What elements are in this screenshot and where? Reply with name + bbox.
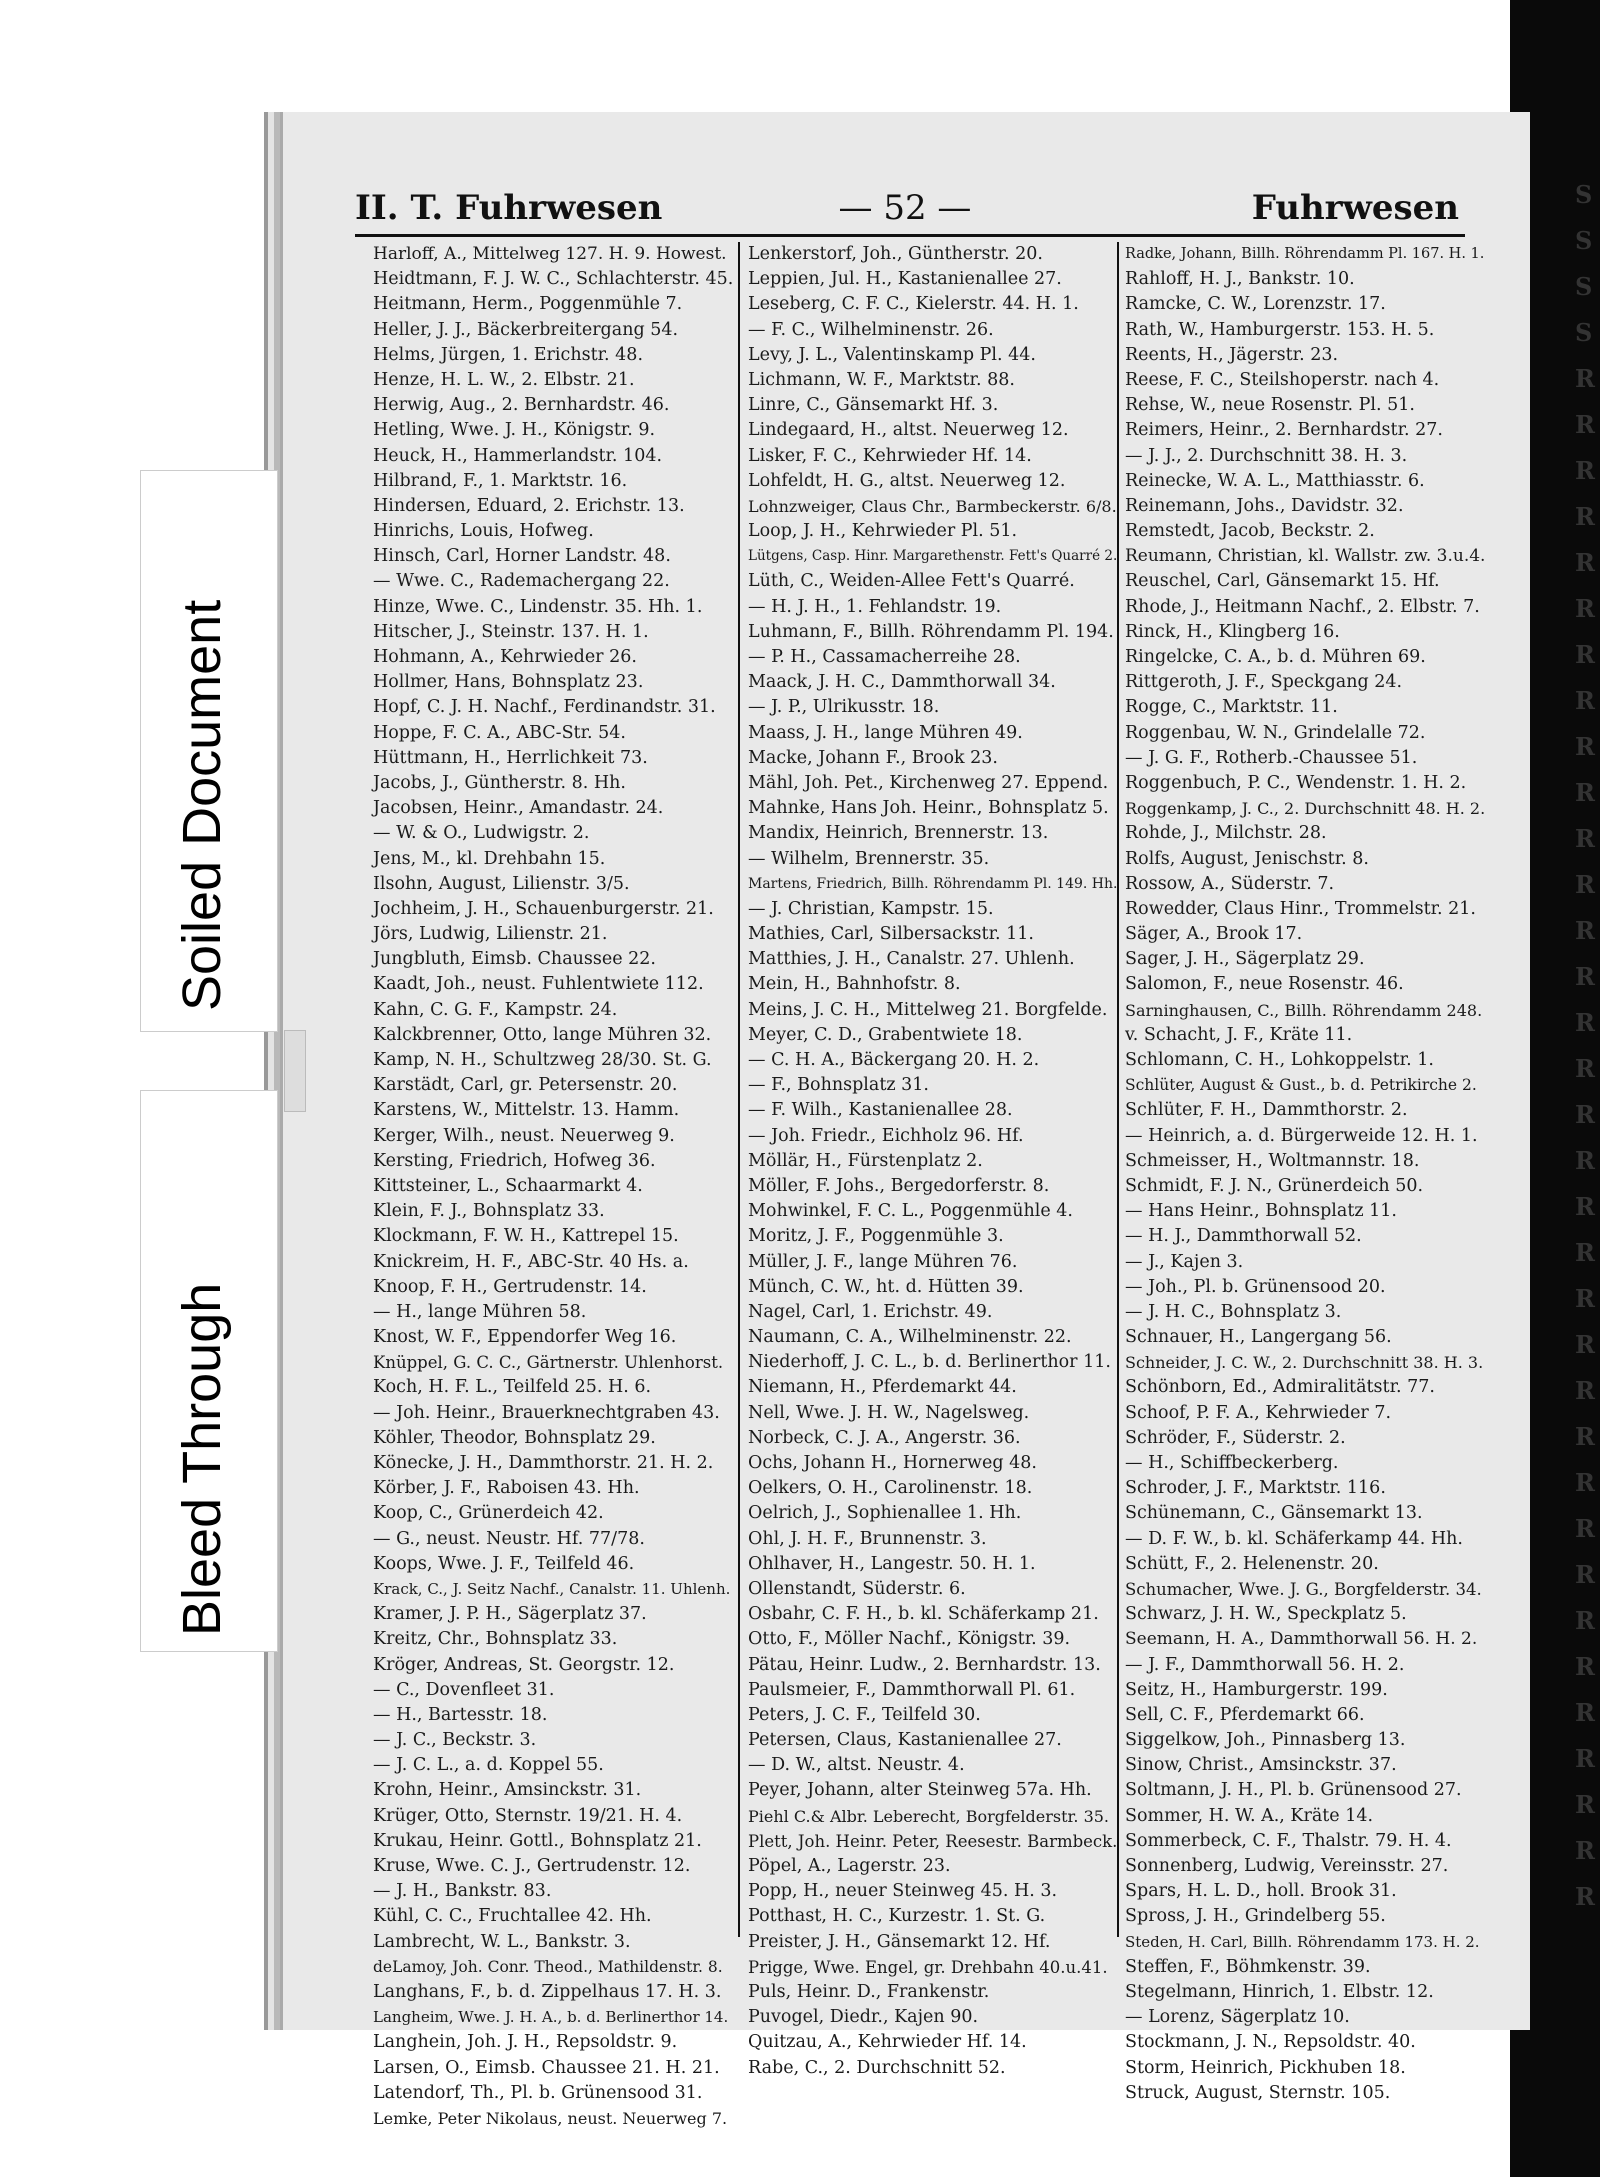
- edge-letter: R: [1575, 1238, 1595, 1267]
- edge-letter: R: [1575, 1698, 1595, 1727]
- directory-entry: Heidtmann, F. J. W. C., Schlachterstr. 45.: [373, 269, 734, 290]
- column-divider: [738, 242, 740, 1937]
- directory-entry: Puls, Heinr. D., Frankenstr.: [748, 1981, 990, 2002]
- directory-entry: Osbahr, C. F. H., b. kl. Schäferkamp 21.: [748, 1604, 1099, 1625]
- directory-entry: Steffen, F., Böhmkenstr. 39.: [1125, 1956, 1371, 1977]
- directory-entry: Kerger, Wilh., neust. Neuerweg 9.: [373, 1125, 675, 1146]
- edge-letter: R: [1575, 364, 1595, 393]
- directory-entry: — F. Wilh., Kastanienallee 28.: [748, 1100, 1013, 1121]
- directory-entry: Seemann, H. A., Dammthorwall 56. H. 2.: [1125, 1629, 1478, 1650]
- directory-entry: Langhans, F., b. d. Zippelhaus 17. H. 3.: [373, 1981, 722, 2002]
- directory-entry: Quitzau, A., Kehrwieder Hf. 14.: [748, 2032, 1027, 2053]
- directory-entry: Plett, Joh. Heinr. Peter, Reesestr. Barmbeck.: [748, 1831, 1118, 1851]
- directory-entry: Lichmann, W. F., Marktstr. 88.: [748, 369, 1015, 390]
- directory-entry: Krukau, Heinr. Gottl., Bohnsplatz 21.: [373, 1830, 702, 1851]
- directory-entry: Könecke, J. H., Dammthorstr. 21. H. 2.: [373, 1453, 714, 1473]
- directory-entry: Hitscher, J., Steinstr. 137. H. 1.: [373, 621, 649, 642]
- directory-entry: Lambrecht, W. L., Bankstr. 3.: [373, 1931, 631, 1952]
- directory-entry: Lisker, F. C., Kehrwieder Hf. 14.: [748, 445, 1032, 466]
- directory-entry: Mähl, Joh. Pet., Kirchenweg 27. Eppend.: [748, 772, 1109, 793]
- directory-entry: Spross, J. H., Grindelberg 55.: [1125, 1906, 1386, 1927]
- directory-entry: Ilsohn, August, Lilienstr. 3/5.: [373, 873, 630, 894]
- directory-entry: Preister, J. H., Gänsemarkt 12. Hf.: [748, 1931, 1051, 1952]
- directory-entry: Maass, J. H., lange Mühren 49.: [748, 722, 1023, 743]
- edge-letter: S: [1575, 180, 1593, 209]
- directory-entry: Koch, H. F. L., Teilfeld 25. H. 6.: [373, 1377, 652, 1398]
- directory-entry: Jacobsen, Heinr., Amandastr. 24.: [373, 798, 664, 819]
- directory-entry: Spars, H. L. D., holl. Brook 31.: [1125, 1881, 1397, 1902]
- directory-entry: Kittsteiner, L., Schaarmarkt 4.: [373, 1175, 643, 1196]
- directory-entry: Nagel, Carl, 1. Erichstr. 49.: [748, 1301, 993, 1322]
- directory-entry: — Lorenz, Sägerplatz 10.: [1125, 2007, 1350, 2028]
- edge-letter: R: [1575, 1100, 1595, 1129]
- directory-entry: Martens, Friedrich, Billh. Röhrendamm Pl. 149. Hh.: [748, 875, 1118, 892]
- directory-entry: Reumann, Christian, kl. Wallstr. zw. 3.u.4.: [1125, 546, 1486, 567]
- directory-entry: Säger, A., Brook 17.: [1125, 924, 1303, 945]
- directory-entry: Hohmann, A., Kehrwieder 26.: [373, 647, 637, 667]
- directory-entry: Sager, J. H., Sägerplatz 29.: [1125, 949, 1365, 970]
- directory-entry: — C. H. A., Bäckergang 20. H. 2.: [748, 1050, 1040, 1070]
- directory-entry: Schwarz, J. H. W., Speckplatz 5.: [1125, 1604, 1407, 1625]
- directory-entry: Schlomann, C. H., Lohkoppelstr. 1.: [1125, 1050, 1434, 1070]
- directory-entry: Lemke, Peter Nikolaus, neust. Neuerweg 7.: [373, 2108, 728, 2128]
- directory-entry: Koop, C., Grünerdeich 42.: [373, 1503, 604, 1524]
- directory-entry: Helms, Jürgen, 1. Erichstr. 48.: [373, 344, 644, 365]
- directory-entry: Schoof, P. F. A., Kehrwieder 7.: [1125, 1402, 1392, 1423]
- directory-entry: Möllär, H., Fürstenplatz 2.: [748, 1150, 983, 1171]
- directory-entry: Hilbrand, F., 1. Marktstr. 16.: [373, 470, 628, 491]
- directory-entry: Rhode, J., Heitmann Nachf., 2. Elbstr. 7.: [1125, 596, 1480, 617]
- directory-entry: Naumann, C. A., Wilhelminenstr. 22.: [748, 1327, 1072, 1348]
- edge-letter: R: [1575, 456, 1595, 485]
- directory-entry: Krüger, Otto, Sternstr. 19/21. H. 4.: [373, 1805, 683, 1826]
- directory-entry: — J. H., Bankstr. 83.: [373, 1881, 552, 1902]
- directory-entry: Macke, Johann F., Brook 23.: [748, 747, 998, 768]
- directory-entry: Pöpel, A., Lagerstr. 23.: [748, 1856, 951, 1876]
- directory-entry: Rath, W., Hamburgerstr. 153. H. 5.: [1125, 319, 1435, 340]
- edge-letter: R: [1575, 962, 1595, 991]
- edge-letter: R: [1575, 1054, 1595, 1083]
- edge-letter: R: [1575, 502, 1595, 531]
- edge-letter: R: [1575, 824, 1595, 853]
- edge-letter: R: [1575, 1330, 1595, 1359]
- directory-entry: Roggenbuch, P. C., Wendenstr. 1. H. 2.: [1125, 772, 1467, 793]
- directory-entry: Oelrich, J., Sophienallee 1. Hh.: [748, 1503, 1022, 1524]
- directory-entry: Schnauer, H., Langergang 56.: [1125, 1327, 1392, 1348]
- directory-entry: Karstens, W., Mittelstr. 13. Hamm.: [373, 1100, 680, 1121]
- label-connector: [284, 1030, 306, 1112]
- directory-entry: — P. H., Cassamacherreihe 28.: [748, 647, 1021, 667]
- edge-letter: R: [1575, 1422, 1595, 1451]
- directory-entry: Rogge, C., Marktstr. 11.: [1125, 697, 1338, 718]
- edge-letter: R: [1575, 1468, 1595, 1497]
- directory-entry: Moritz, J. F., Poggenmühle 3.: [748, 1226, 1004, 1247]
- edge-letter: R: [1575, 870, 1595, 899]
- directory-entry: — W. & O., Ludwigstr. 2.: [373, 823, 590, 844]
- directory-entry: Hinsch, Carl, Horner Landstr. 48.: [373, 546, 671, 567]
- directory-entry: Lindegaard, H., altst. Neuerweg 12.: [748, 420, 1069, 441]
- directory-entry: Jörs, Ludwig, Lilienstr. 21.: [373, 924, 608, 945]
- directory-entry: Niemann, H., Pferdemarkt 44.: [748, 1377, 1017, 1398]
- directory-entry: Schlüter, August & Gust., b. d. Petrikirche 2.: [1125, 1076, 1477, 1095]
- directory-entry: Hüttmann, H., Herrlichkeit 73.: [373, 747, 648, 768]
- directory-entry: Kruse, Wwe. C. J., Gertrudenstr. 12.: [373, 1856, 691, 1876]
- directory-entry: Nell, Wwe. J. H. W., Nagelsweg.: [748, 1402, 1030, 1423]
- directory-entry: Prigge, Wwe. Engel, gr. Drehbahn 40.u.41.: [748, 1957, 1108, 1977]
- directory-entry: Hoppe, F. C. A., ABC-Str. 54.: [373, 722, 626, 743]
- directory-entry: Ohlhaver, H., Langestr. 50. H. 1.: [748, 1553, 1036, 1574]
- directory-entry: — J. J., 2. Durchschnitt 38. H. 3.: [1125, 445, 1408, 466]
- directory-entry: Matthies, J. H., Canalstr. 27. Uhlenh.: [748, 949, 1075, 970]
- edge-letter: R: [1575, 1560, 1595, 1589]
- directory-entry: Popp, H., neuer Steinweg 45. H. 3.: [748, 1881, 1058, 1902]
- directory-entry: Karstädt, Carl, gr. Petersenstr. 20.: [373, 1075, 678, 1096]
- directory-entry: — Hans Heinr., Bohnsplatz 11.: [1125, 1201, 1397, 1222]
- directory-entry: Ochs, Johann H., Hornerweg 48.: [748, 1453, 1037, 1473]
- directory-entry: Norbeck, C. J. A., Angerstr. 36.: [748, 1427, 1021, 1448]
- edge-letter: R: [1575, 1514, 1595, 1543]
- directory-entry: Lohfeldt, H. G., altst. Neuerweg 12.: [748, 470, 1066, 491]
- directory-entry: Kalckbrenner, Otto, lange Mühren 32.: [373, 1024, 712, 1045]
- directory-entry: Rolfs, August, Jenischstr. 8.: [1125, 848, 1369, 869]
- edge-letter: R: [1575, 732, 1595, 761]
- directory-entry: Klein, F. J., Bohnsplatz 33.: [373, 1201, 605, 1222]
- directory-entry: Knost, W. F., Eppendorfer Weg 16.: [373, 1327, 677, 1348]
- directory-entry: Peyer, Johann, alter Steinweg 57a. Hh.: [748, 1780, 1092, 1801]
- directory-entry: Mahnke, Hans Joh. Heinr., Bohnsplatz 5.: [748, 798, 1109, 819]
- edge-letter: R: [1575, 916, 1595, 945]
- edge-letter: R: [1575, 410, 1595, 439]
- directory-entry: Luhmann, F., Billh. Röhrendamm Pl. 194.: [748, 621, 1114, 642]
- directory-entry: Schmeisser, H., Woltmannstr. 18.: [1125, 1150, 1420, 1171]
- directory-entry: Linre, C., Gänsemarkt Hf. 3.: [748, 395, 999, 416]
- directory-entry: Rittgeroth, J. F., Speckgang 24.: [1125, 672, 1403, 693]
- directory-entry: Jochheim, J. H., Schauenburgerstr. 21.: [373, 898, 714, 919]
- directory-entry: Radke, Johann, Billh. Röhrendamm Pl. 167. H. 1.: [1125, 246, 1485, 262]
- directory-entry: Sommer, H. W. A., Kräte 14.: [1125, 1805, 1374, 1826]
- directory-entry: — J. C. L., a. d. Koppel 55.: [373, 1755, 604, 1776]
- directory-entry: — J. Christian, Kampstr. 15.: [748, 898, 994, 919]
- edge-letter: R: [1575, 548, 1595, 577]
- directory-entry: Ollenstandt, Süderstr. 6.: [748, 1578, 966, 1599]
- directory-entry: — H., Bartesstr. 18.: [373, 1704, 548, 1725]
- directory-entry: Latendorf, Th., Pl. b. Grünensood 31.: [373, 2082, 703, 2103]
- directory-entry: Rossow, A., Süderstr. 7.: [1125, 873, 1335, 894]
- directory-entry: — F. C., Wilhelminenstr. 26.: [748, 319, 994, 340]
- directory-entry: Mathies, Carl, Silbersackstr. 11.: [748, 924, 1034, 945]
- directory-entry: Knoop, F. H., Gertrudenstr. 14.: [373, 1276, 647, 1297]
- directory-entry: Mein, H., Bahnhofstr. 8.: [748, 974, 961, 995]
- directory-entry: Möller, F. Johs., Bergedorferstr. 8.: [748, 1175, 1050, 1196]
- directory-entry: Heuck, H., Hammerlandstr. 104.: [373, 445, 663, 466]
- directory-entry: Klockmann, F. W. H., Kattrepel 15.: [373, 1226, 679, 1247]
- directory-entry: — F., Bohnsplatz 31.: [748, 1075, 929, 1096]
- directory-entry: — H., Schiffbeckerberg.: [1125, 1453, 1339, 1473]
- directory-entry: Schütt, F., 2. Helenenstr. 20.: [1125, 1553, 1379, 1574]
- directory-entry: Kersting, Friedrich, Hofweg 36.: [373, 1150, 656, 1171]
- directory-entry: Münch, C. W., ht. d. Hütten 39.: [748, 1276, 1024, 1297]
- directory-entry: Koops, Wwe. J. F., Teilfeld 46.: [373, 1553, 635, 1574]
- directory-entry: Schroder, J. F., Marktstr. 116.: [1125, 1478, 1386, 1499]
- directory-entry: Peters, J. C. F., Teilfeld 30.: [748, 1704, 981, 1725]
- edge-letter: R: [1575, 1790, 1595, 1819]
- directory-entry: Storm, Heinrich, Pickhuben 18.: [1125, 2057, 1406, 2078]
- directory-entry: Hetling, Wwe. J. H., Königstr. 9.: [373, 420, 656, 441]
- directory-entry: Lütgens, Casp. Hinr. Margarethenstr. Fett's Quarré 2.: [748, 548, 1118, 565]
- directory-entry: Jens, M., kl. Drehbahn 15.: [373, 848, 606, 869]
- directory-entry: Jacobs, J., Güntherstr. 8. Hh.: [373, 772, 626, 793]
- directory-entry: Körber, J. F., Raboisen 43. Hh.: [373, 1478, 640, 1499]
- directory-entry: Schönborn, Ed., Admiralitätstr. 77.: [1125, 1377, 1435, 1398]
- directory-entry: — J. F., Dammthorwall 56. H. 2.: [1125, 1654, 1405, 1675]
- directory-entry: Harloff, A., Mittelweg 127. H. 9. Howest.: [373, 244, 727, 264]
- directory-entry: Remstedt, Jacob, Beckstr. 2.: [1125, 521, 1375, 542]
- directory-entry: Rinck, H., Klingberg 16.: [1125, 621, 1340, 642]
- directory-entry: Loop, J. H., Kehrwieder Pl. 51.: [748, 521, 1018, 542]
- edge-letter: S: [1575, 318, 1593, 347]
- directory-entry: Reuschel, Carl, Gänsemarkt 15. Hf.: [1125, 571, 1440, 592]
- bleed-through-text: Bleed Through: [172, 1282, 232, 1636]
- directory-entry: Kaadt, Joh., neust. Fuhlentwiete 112.: [373, 974, 704, 995]
- directory-entry: — Heinrich, a. d. Bürgerweide 12. H. 1.: [1125, 1125, 1478, 1146]
- directory-entry: Sell, C. F., Pferdemarkt 66.: [1125, 1704, 1365, 1725]
- directory-entry: Kröger, Andreas, St. Georgstr. 12.: [373, 1654, 675, 1675]
- directory-entry: Reinecke, W. A. L., Matthiasstr. 6.: [1125, 470, 1425, 491]
- directory-entry: Seitz, H., Hamburgerstr. 199.: [1125, 1679, 1388, 1700]
- edge-letter: R: [1575, 594, 1595, 623]
- directory-entry: Schmidt, F. J. N., Grünerdeich 50.: [1125, 1175, 1424, 1196]
- directory-entry: Pätau, Heinr. Ludw., 2. Bernhardstr. 13.: [748, 1654, 1101, 1675]
- directory-entry: Lüth, C., Weiden-Allee Fett's Quarré.: [748, 571, 1075, 592]
- directory-entry: Otto, F., Möller Nachf., Königstr. 39.: [748, 1629, 1071, 1650]
- directory-entry: Kramer, J. P. H., Sägerplatz 37.: [373, 1604, 647, 1625]
- directory-entry: Niederhoff, J. C. L., b. d. Berlinerthor 11.: [748, 1352, 1111, 1373]
- directory-entry: Lohnzweiger, Claus Chr., Barmbeckerstr. 6/8.: [748, 496, 1117, 516]
- directory-entry: Heller, J. J., Bäckerbreitergang 54.: [373, 319, 679, 340]
- directory-entry: Hopf, C. J. H. Nachf., Ferdinandstr. 31.: [373, 697, 716, 718]
- column-1: [373, 242, 733, 2131]
- directory-entry: Schröder, F., Süderstr. 2.: [1125, 1427, 1346, 1448]
- directory-entry: Maack, J. H. C., Dammthorwall 34.: [748, 672, 1056, 693]
- edge-letter: R: [1575, 1192, 1595, 1221]
- edge-letter: R: [1575, 1146, 1595, 1175]
- running-title: Fuhrwesen: [1251, 188, 1459, 228]
- directory-entry: Rahloff, H. J., Bankstr. 10.: [1125, 269, 1355, 290]
- edge-letter: R: [1575, 686, 1595, 715]
- directory-entry: Schumacher, Wwe. J. G., Borgfelderstr. 34.: [1125, 1579, 1482, 1599]
- directory-entry: Siggelkow, Joh., Pinnasberg 13.: [1125, 1730, 1406, 1751]
- directory-entry: Petersen, Claus, Kastanienallee 27.: [748, 1730, 1062, 1751]
- directory-entry: Larsen, O., Eimsb. Chaussee 21. H. 21.: [373, 2057, 720, 2078]
- column-3: [1125, 242, 1485, 2106]
- directory-entry: Rabe, C., 2. Durchschnitt 52.: [748, 2057, 1006, 2078]
- directory-entry: Langhein, Joh. J. H., Repsoldstr. 9.: [373, 2032, 678, 2053]
- directory-entry: — H. J., Dammthorwall 52.: [1125, 1226, 1362, 1247]
- edge-letter: R: [1575, 1606, 1595, 1635]
- directory-entry: Mandix, Heinrich, Brennerstr. 13.: [748, 823, 1049, 844]
- directory-entry: Krohn, Heinr., Amsinckstr. 31.: [373, 1780, 642, 1801]
- directory-entry: Sonnenberg, Ludwig, Vereinsstr. 27.: [1125, 1856, 1449, 1876]
- directory-entry: — Joh. Friedr., Eichholz 96. Hf.: [748, 1125, 1024, 1146]
- directory-entry: Kahn, C. G. F., Kampstr. 24.: [373, 999, 618, 1020]
- section-title: II. T. Fuhrwesen: [355, 188, 663, 228]
- directory-entry: Schlüter, F. H., Dammthorstr. 2.: [1125, 1100, 1408, 1121]
- directory-entry: Stegelmann, Hinrich, 1. Elbstr. 12.: [1125, 1981, 1434, 2002]
- directory-entry: — J. C., Beckstr. 3.: [373, 1730, 537, 1751]
- directory-entry: Rowedder, Claus Hinr., Trommelstr. 21.: [1125, 898, 1476, 919]
- directory-entry: Sommerbeck, C. F., Thalstr. 79. H. 4.: [1125, 1830, 1452, 1851]
- directory-entry: — Wwe. C., Rademachergang 22.: [373, 571, 670, 592]
- directory-entry: — Joh. Heinr., Brauerknechtgraben 43.: [373, 1402, 720, 1423]
- directory-entry: Salomon, F., neue Rosenstr. 46.: [1125, 974, 1404, 995]
- edge-letter: S: [1575, 272, 1593, 301]
- directory-entry: — Wilhelm, Brennerstr. 35.: [748, 848, 990, 869]
- header-rule: [355, 234, 1465, 237]
- directory-entry: Sinow, Christ., Amsinckstr. 37.: [1125, 1755, 1397, 1776]
- directory-entry: Potthast, H. C., Kurzestr. 1. St. G.: [748, 1906, 1046, 1927]
- directory-entry: Hollmer, Hans, Bohnsplatz 23.: [373, 672, 644, 693]
- directory-entry: — J. P., Ulrikusstr. 18.: [748, 697, 940, 718]
- column-divider: [1117, 242, 1119, 1937]
- directory-entry: Sarninghausen, C., Billh. Röhrendamm 248.: [1125, 1000, 1483, 1020]
- directory-entry: Köhler, Theodor, Bohnsplatz 29.: [373, 1427, 656, 1448]
- directory-entry: Mohwinkel, F. C. L., Poggenmühle 4.: [748, 1201, 1073, 1222]
- directory-entry: Kühl, C. C., Fruchtallee 42. Hh.: [373, 1906, 652, 1927]
- directory-entry: Langheim, Wwe. J. H. A., b. d. Berlinerthor 14.: [373, 2008, 729, 2027]
- edge-letter: S: [1575, 226, 1593, 255]
- directory-entry: Reese, F. C., Steilshoperstr. nach 4.: [1125, 369, 1440, 390]
- directory-entry: Müller, J. F., lange Mühren 76.: [748, 1251, 1018, 1272]
- edge-letter: R: [1575, 1008, 1595, 1037]
- directory-entry: Piehl C.& Albr. Leberecht, Borgfelderstr. 35.: [748, 1806, 1110, 1826]
- directory-entry: Struck, August, Sternstr. 105.: [1125, 2082, 1391, 2103]
- directory-entry: Soltmann, J. H., Pl. b. Grünensood 27.: [1125, 1780, 1462, 1801]
- directory-entry: — J. H. C., Bohnsplatz 3.: [1125, 1301, 1342, 1322]
- directory-entry: Hinrichs, Louis, Hofweg.: [373, 521, 594, 542]
- directory-entry: Meyer, C. D., Grabentwiete 18.: [748, 1024, 1023, 1045]
- directory-entry: — D. F. W., b. kl. Schäferkamp 44. Hh.: [1125, 1528, 1463, 1549]
- directory-entry: Ringelcke, C. A., b. d. Mühren 69.: [1125, 647, 1426, 667]
- directory-entry: Steden, H. Carl, Billh. Röhrendamm 173. H. 2.: [1125, 1932, 1480, 1951]
- directory-entry: Schünemann, C., Gänsemarkt 13.: [1125, 1503, 1423, 1524]
- directory-entry: — J. G. F., Rotherb.-Chaussee 51.: [1125, 747, 1418, 768]
- directory-entry: Schneider, J. C. W., 2. Durchschnitt 38. H. 3.: [1125, 1353, 1484, 1373]
- directory-entry: Knüppel, G. C. C., Gärtnerstr. Uhlenhorst.: [373, 1353, 724, 1373]
- soiled-document-label: [140, 470, 278, 1032]
- directory-entry: — H. J. H., 1. Fehlandstr. 19.: [748, 596, 1002, 617]
- directory-entry: Rohde, J., Milchstr. 28.: [1125, 823, 1327, 844]
- directory-entry: Reimers, Heinr., 2. Bernhardstr. 27.: [1125, 420, 1443, 441]
- directory-entry: deLamoy, Joh. Conr. Theod., Mathildenstr. 8.: [373, 1957, 723, 1976]
- directory-entry: Paulsmeier, F., Dammthorwall Pl. 61.: [748, 1679, 1076, 1700]
- directory-entry: Stockmann, J. N., Repsoldstr. 40.: [1125, 2032, 1416, 2053]
- edge-letter: R: [1575, 1882, 1595, 1911]
- directory-entry: — C., Dovenfleet 31.: [373, 1679, 555, 1700]
- edge-letter: R: [1575, 1836, 1595, 1865]
- directory-page: [280, 112, 1530, 2128]
- directory-entry: Henze, H. L. W., 2. Elbstr. 21.: [373, 369, 635, 390]
- edge-letter: R: [1575, 1744, 1595, 1773]
- directory-entry: Herwig, Aug., 2. Bernhardstr. 46.: [373, 395, 670, 416]
- directory-entry: Meins, J. C. H., Mittelweg 21. Borgfelde.: [748, 999, 1108, 1020]
- directory-entry: — H., lange Mühren 58.: [373, 1301, 587, 1322]
- page-body: [280, 112, 1530, 2128]
- soiled-document-text: Soiled Document: [172, 599, 232, 1011]
- directory-entry: Reinemann, Johs., Davidstr. 32.: [1125, 495, 1404, 516]
- directory-entry: Puvogel, Diedr., Kajen 90.: [748, 2007, 979, 2028]
- directory-entry: Kamp, N. H., Schultzweg 28/30. St. G.: [373, 1050, 712, 1070]
- edge-letter: R: [1575, 1284, 1595, 1313]
- directory-entry: Heitmann, Herm., Poggenmühle 7.: [373, 294, 683, 315]
- directory-entry: Hinze, Wwe. C., Lindenstr. 35. Hh. 1.: [373, 596, 703, 617]
- edge-letter: R: [1575, 1376, 1595, 1405]
- directory-entry: Krack, C., J. Seitz Nachf., Canalstr. 11. Uhlenh.: [373, 1579, 731, 1598]
- directory-entry: Jungbluth, Eimsb. Chaussee 22.: [373, 949, 656, 970]
- directory-entry: Hindersen, Eduard, 2. Erichstr. 13.: [373, 495, 685, 516]
- directory-entry: — G., neust. Neustr. Hf. 77/78.: [373, 1528, 645, 1549]
- adjacent-page-edge: [1575, 180, 1600, 1980]
- page-header: [355, 182, 1459, 232]
- column-2: [748, 242, 1118, 2081]
- directory-entry: — Joh., Pl. b. Grünensood 20.: [1125, 1276, 1386, 1297]
- directory-entry: Knickreim, H. F., ABC-Str. 40 Hs. a.: [373, 1251, 689, 1272]
- page-number: — 52 —: [838, 188, 972, 228]
- directory-entry: Ohl, J. H. F., Brunnenstr. 3.: [748, 1528, 987, 1549]
- edge-letter: R: [1575, 640, 1595, 669]
- directory-entry: Leppien, Jul. H., Kastanienallee 27.: [748, 269, 1062, 290]
- directory-entry: Rehse, W., neue Rosenstr. Pl. 51.: [1125, 395, 1415, 416]
- directory-entry: Roggenbau, W. N., Grindelalle 72.: [1125, 722, 1426, 743]
- directory-entry: Leseberg, C. F. C., Kielerstr. 44. H. 1.: [748, 294, 1079, 315]
- edge-letter: R: [1575, 1652, 1595, 1681]
- edge-letter: R: [1575, 778, 1595, 807]
- bleed-through-label: [140, 1090, 278, 1652]
- directory-entry: Kreitz, Chr., Bohnsplatz 33.: [373, 1629, 618, 1650]
- directory-entry: — J., Kajen 3.: [1125, 1251, 1244, 1272]
- directory-entry: Roggenkamp, J. C., 2. Durchschnitt 48. H. 2.: [1125, 799, 1486, 819]
- directory-entry: Ramcke, C. W., Lorenzstr. 17.: [1125, 294, 1386, 315]
- directory-entry: Levy, J. L., Valentinskamp Pl. 44.: [748, 344, 1036, 365]
- directory-entry: Oelkers, O. H., Carolinenstr. 18.: [748, 1478, 1033, 1499]
- directory-entry: Lenkerstorf, Joh., Güntherstr. 20.: [748, 244, 1043, 264]
- directory-entry: v. Schacht, J. F., Kräte 11.: [1125, 1024, 1353, 1045]
- directory-entry: Reents, H., Jägerstr. 23.: [1125, 344, 1339, 365]
- directory-entry: — D. W., altst. Neustr. 4.: [748, 1755, 965, 1776]
